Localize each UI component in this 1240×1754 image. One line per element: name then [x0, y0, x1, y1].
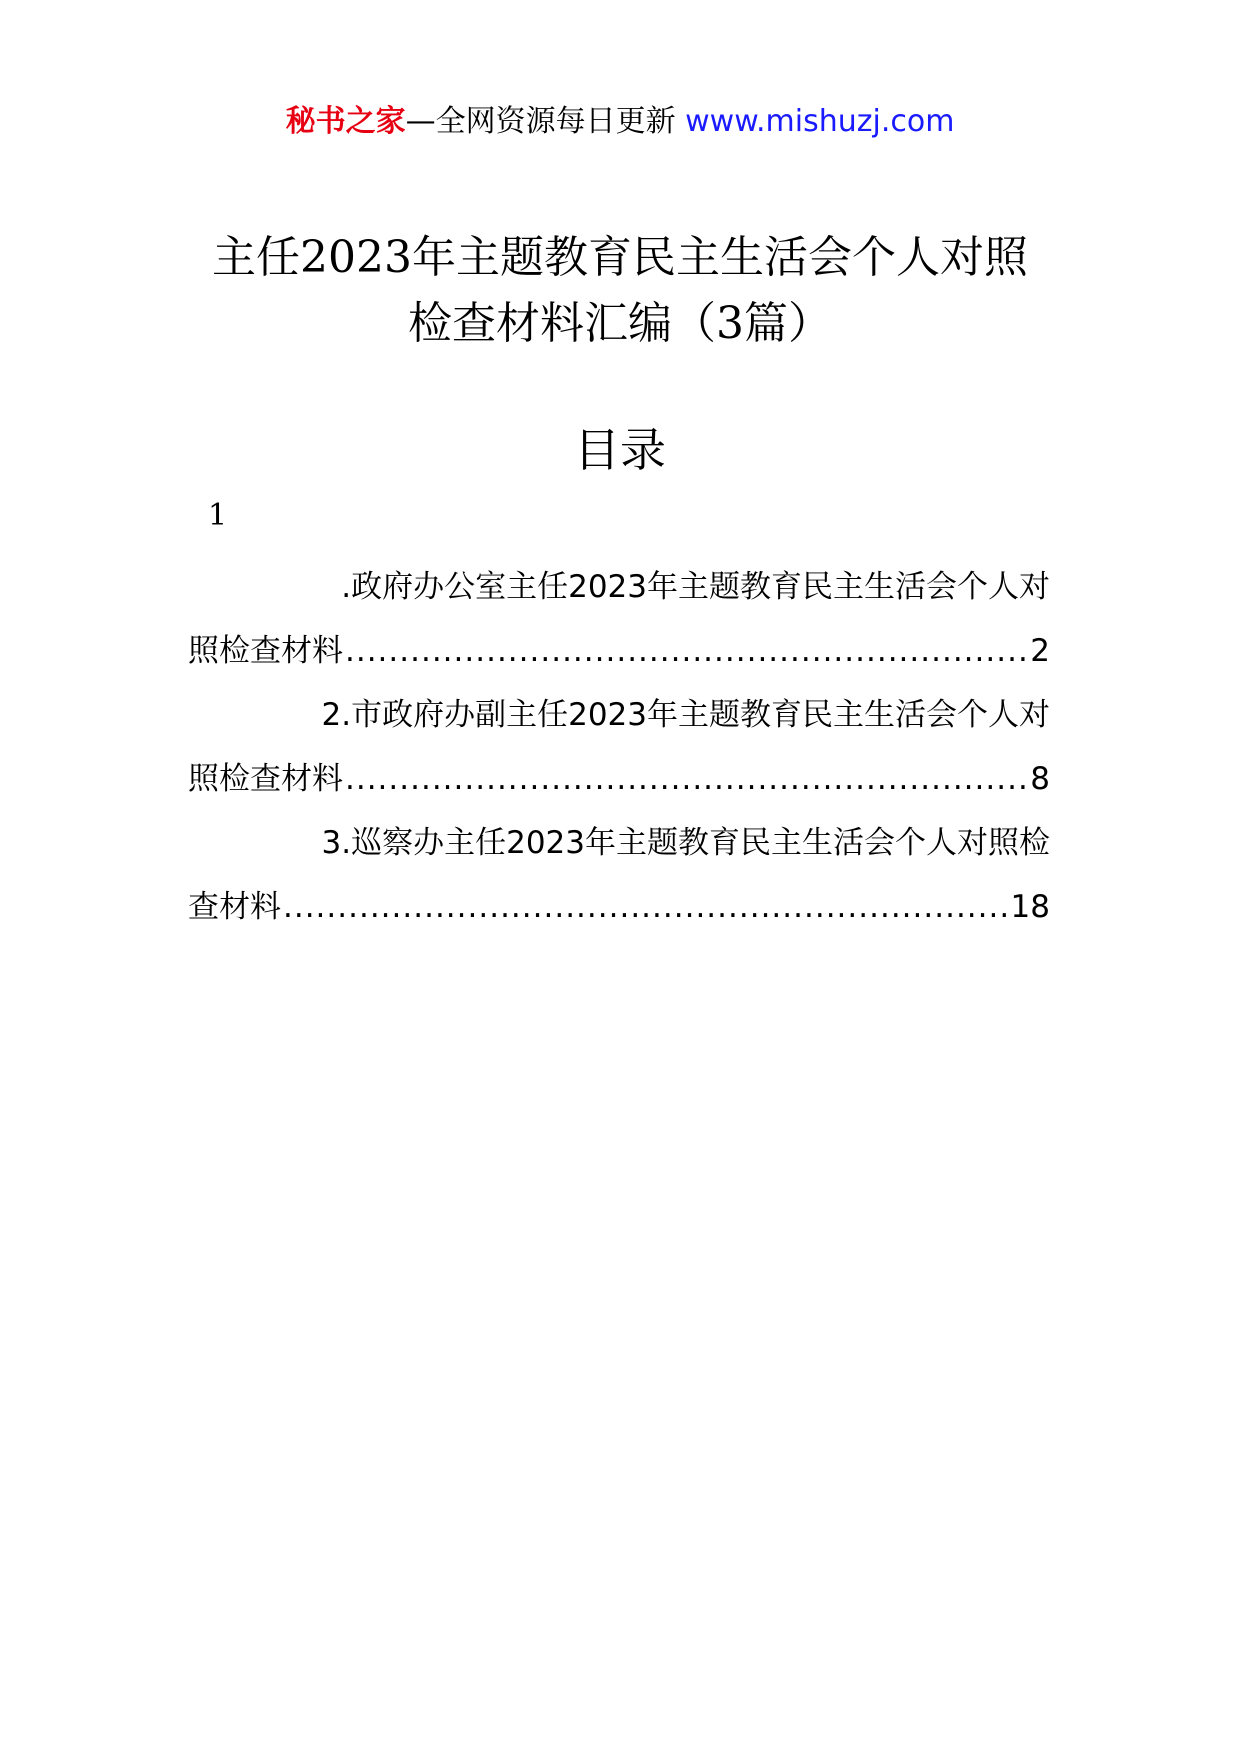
toc-entry-title: 3.巡察办主任2023年主题教育民主生活会个人对照检: [321, 825, 1050, 861]
brand-name: 秘书之家: [285, 104, 406, 139]
toc-entry-title-tail: 照检查材料: [188, 761, 343, 797]
toc-list: [188, 555, 1050, 939]
site-header: [0, 100, 1240, 144]
header-slogan: —全网资源每日更新: [405, 104, 676, 139]
toc-entry-1[interactable]: [188, 555, 1050, 683]
toc-entry-tail-row: [188, 619, 1050, 683]
toc-first-number: 1: [208, 498, 228, 533]
toc-entry-page-number: 8: [1030, 761, 1050, 797]
toc-entry-3[interactable]: [188, 811, 1050, 939]
toc-entry-page-number: 18: [1010, 889, 1050, 925]
toc-entry-title: .政府办公室主任2023年主题教育民主生活会个人对: [341, 569, 1050, 605]
dot-leader: [345, 747, 1028, 811]
toc-entry-tail-row: [188, 875, 1050, 939]
toc-entry-tail-row: [188, 747, 1050, 811]
toc-entry-2[interactable]: [188, 683, 1050, 811]
document-title: [150, 225, 1090, 357]
toc-heading: 目录: [574, 423, 666, 477]
toc-entry-title-tail: 查材料: [188, 889, 281, 925]
site-url-link[interactable]: www.mishuzj.com: [685, 104, 955, 139]
dot-leader: [283, 875, 1009, 939]
document-title-line1: 主任2023年主题教育民主生活会个人对照: [212, 232, 1028, 283]
toc-entry-page-number: 2: [1030, 633, 1050, 669]
document-title-line2: 检查材料汇编（3篇）: [408, 298, 832, 349]
toc-entry-title: 2.市政府办副主任2023年主题教育民主生活会个人对: [321, 697, 1050, 733]
dot-leader: [345, 619, 1028, 683]
toc-entry-title-tail: 照检查材料: [188, 633, 343, 669]
